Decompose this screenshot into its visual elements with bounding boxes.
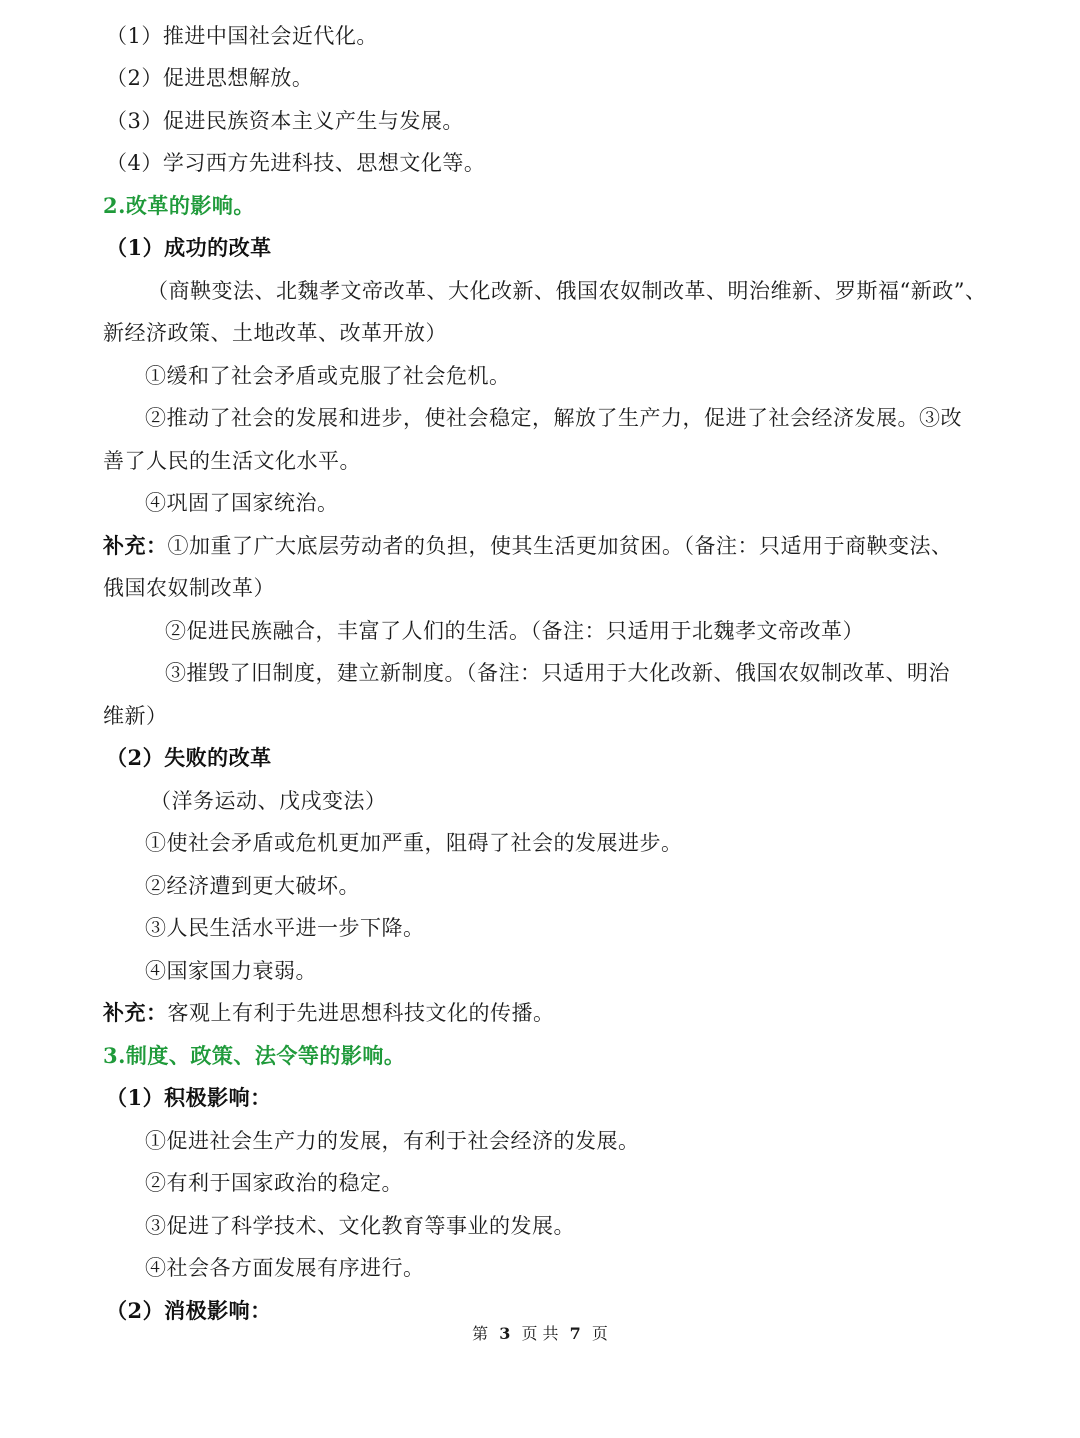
success-point-2-line1: ②推动了社会的发展和进步，使社会稳定，解放了生产力，促进了社会经济发展。③改 xyxy=(145,406,962,430)
positive-impact-title: （1）积极影响： xyxy=(106,1085,272,1110)
section2-heading: 2.改革的影响。 xyxy=(103,193,255,218)
failure-supplement-text: 客观上有利于先进思想科技文化的传播。 xyxy=(167,1001,555,1025)
success-supplement-3-line1: ③摧毁了旧制度，建立新制度。（备注：只适用于大化改新、俄国农奴制改革、明治 xyxy=(165,661,950,685)
success-examples-line2: 新经济政策、土地改革、改革开放） xyxy=(103,321,447,345)
footer-prefix: 第 xyxy=(472,1324,489,1343)
section3-heading: 3.制度、政策、法令等的影响。 xyxy=(103,1043,406,1068)
success-point-1: ①缓和了社会矛盾或克服了社会危机。 xyxy=(145,364,511,388)
success-supplement-1 xyxy=(103,531,953,561)
supplement-1-text: ①加重了广大底层劳动者的负担，使其生活更加贫困。（备注：只适用于商鞅变法、 xyxy=(167,534,953,558)
section1-item-4: （4）学习西方先进科技、思想文化等。 xyxy=(106,151,486,175)
positive-point-2: ②有利于国家政治的稳定。 xyxy=(145,1171,403,1195)
failure-supplement xyxy=(103,998,555,1028)
section1-item-1: （1）推进中国社会近代化。 xyxy=(106,24,378,48)
positive-point-4: ④社会各方面发展有序进行。 xyxy=(145,1256,425,1280)
footer-total-pages: 7 xyxy=(569,1324,581,1343)
footer-current-page: 3 xyxy=(499,1324,511,1343)
success-supplement-3-line2: 维新） xyxy=(103,704,168,728)
supplement-label: 补充： xyxy=(103,533,168,558)
positive-point-1: ①促进社会生产力的发展，有利于社会经济的发展。 xyxy=(145,1129,640,1153)
failure-reform-title: （2）失败的改革 xyxy=(106,745,272,770)
section1-item-3: （3）促进民族资本主义产生与发展。 xyxy=(106,109,464,133)
negative-impact-title: （2）消极影响： xyxy=(106,1298,272,1323)
footer-middle: 页 共 xyxy=(521,1324,559,1343)
positive-point-3: ③促进了科学技术、文化教育等事业的发展。 xyxy=(145,1214,575,1238)
success-point-2-line2: 善了人民的生活文化水平。 xyxy=(103,449,361,473)
failure-point-4: ④国家国力衰弱。 xyxy=(145,959,317,983)
success-supplement-2: ②促进民族融合，丰富了人们的生活。（备注：只适用于北魏孝文帝改革） xyxy=(165,619,864,643)
success-examples-line1: （商鞅变法、北魏孝文帝改革、大化改新、俄国农奴制改革、明治维新、罗斯福“新政”、 xyxy=(147,279,987,303)
success-point-4: ④巩固了国家统治。 xyxy=(145,491,339,515)
failure-point-3: ③人民生活水平进一步下降。 xyxy=(145,916,425,940)
section1-item-2: （2）促进思想解放。 xyxy=(106,66,314,90)
page-footer xyxy=(0,1322,1080,1346)
failure-point-1: ①使社会矛盾或危机更加严重，阻碍了社会的发展进步。 xyxy=(145,831,683,855)
failure-examples: （洋务运动、戊戌变法） xyxy=(150,789,387,813)
success-reform-title: （1）成功的改革 xyxy=(106,235,272,260)
footer-suffix: 页 xyxy=(591,1324,608,1343)
success-supplement-1-line2: 俄国农奴制改革） xyxy=(103,576,275,600)
failure-point-2: ②经济遭到更大破坏。 xyxy=(145,874,360,898)
failure-supplement-label: 补充： xyxy=(103,1000,168,1025)
